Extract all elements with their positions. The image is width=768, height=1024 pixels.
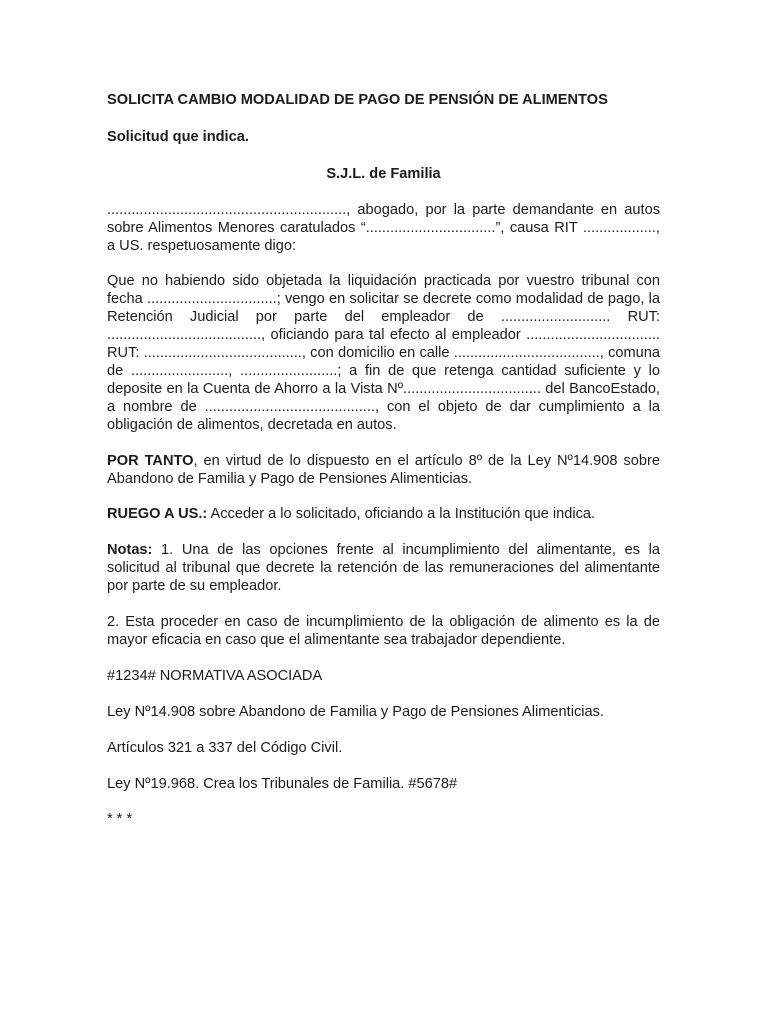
closing-asterisks: * * * [107, 811, 133, 828]
ruego-paragraph [107, 506, 660, 524]
intro-paragraph: ..........................................................., abogado, por la parte demandante en autos sobre Alimentos Menores caratulados “................................”, causa RIT .................., a US. respetuosamente digo: [107, 201, 660, 254]
body-paragraph: Que no habiendo sido objetada la liquidación practicada por vuestro tribunal con fecha ................................; vengo en solicitar se decrete como modalidad de pago, la Retención Judicial por parte del empleador de ........................... RUT: ......................................, oficiando para tal efecto al empleador ................................. RUT: ......................................., con domicilio en calle ...................................., comuna de ........................, ........................; a fin de que retenga cantidad suficiente y lo deposite en la Cuenta de Ahorro a la Vista Nº.................................. del BancoEstado, a nombre de .........................................., con el objeto de dar cumplimiento a la obligación de alimentos, decretada en autos. [107, 273, 660, 433]
nota-1-text: 1. Una de las opciones frente al incumplimiento del alimentante, es la solicitud al tribunal que decrete la retención de las remuneraciones del alimentante por parte de su empleador. [107, 542, 660, 595]
document-subtitle: Solicitud que indica. [107, 128, 249, 145]
normativa-item: Ley Nº19.968. Crea los Tribunales de Familia. #5678# [107, 775, 458, 792]
document-title: SOLICITA CAMBIO MODALIDAD DE PAGO DE PENSIÓN DE ALIMENTOS [107, 92, 608, 108]
nota-2-paragraph: 2. Esta proceder en caso de incumplimiento de la obligación de alimento es la de mayor eficacia en caso que el alimentante sea trabajador dependiente. [107, 614, 660, 648]
normativa-item: Ley Nº14.908 sobre Abandono de Familia y Pago de Pensiones Alimenticias. [107, 703, 604, 720]
ruego-label: RUEGO A US.: [107, 506, 208, 523]
por-tanto-text: , en virtud de lo dispuesto en el artículo 8º de la Ley Nº14.908 sobre Abandono de Familia y Pago de Pensiones Alimenticias. [107, 452, 660, 487]
por-tanto-paragraph [107, 453, 660, 489]
nota-1-paragraph [107, 542, 660, 596]
normativa-item: Artículos 321 a 337 del Código Civil. [107, 739, 343, 756]
normativa-heading: #1234# NORMATIVA ASOCIADA [107, 667, 323, 684]
notas-label: Notas: [107, 542, 153, 559]
court-heading: S.J.L. de Familia [326, 165, 441, 182]
por-tanto-label: POR TANTO [107, 452, 194, 469]
ruego-text: Acceder a lo solicitado, oficiando a la Institución que indica. [207, 506, 596, 523]
document-page [107, 92, 660, 829]
